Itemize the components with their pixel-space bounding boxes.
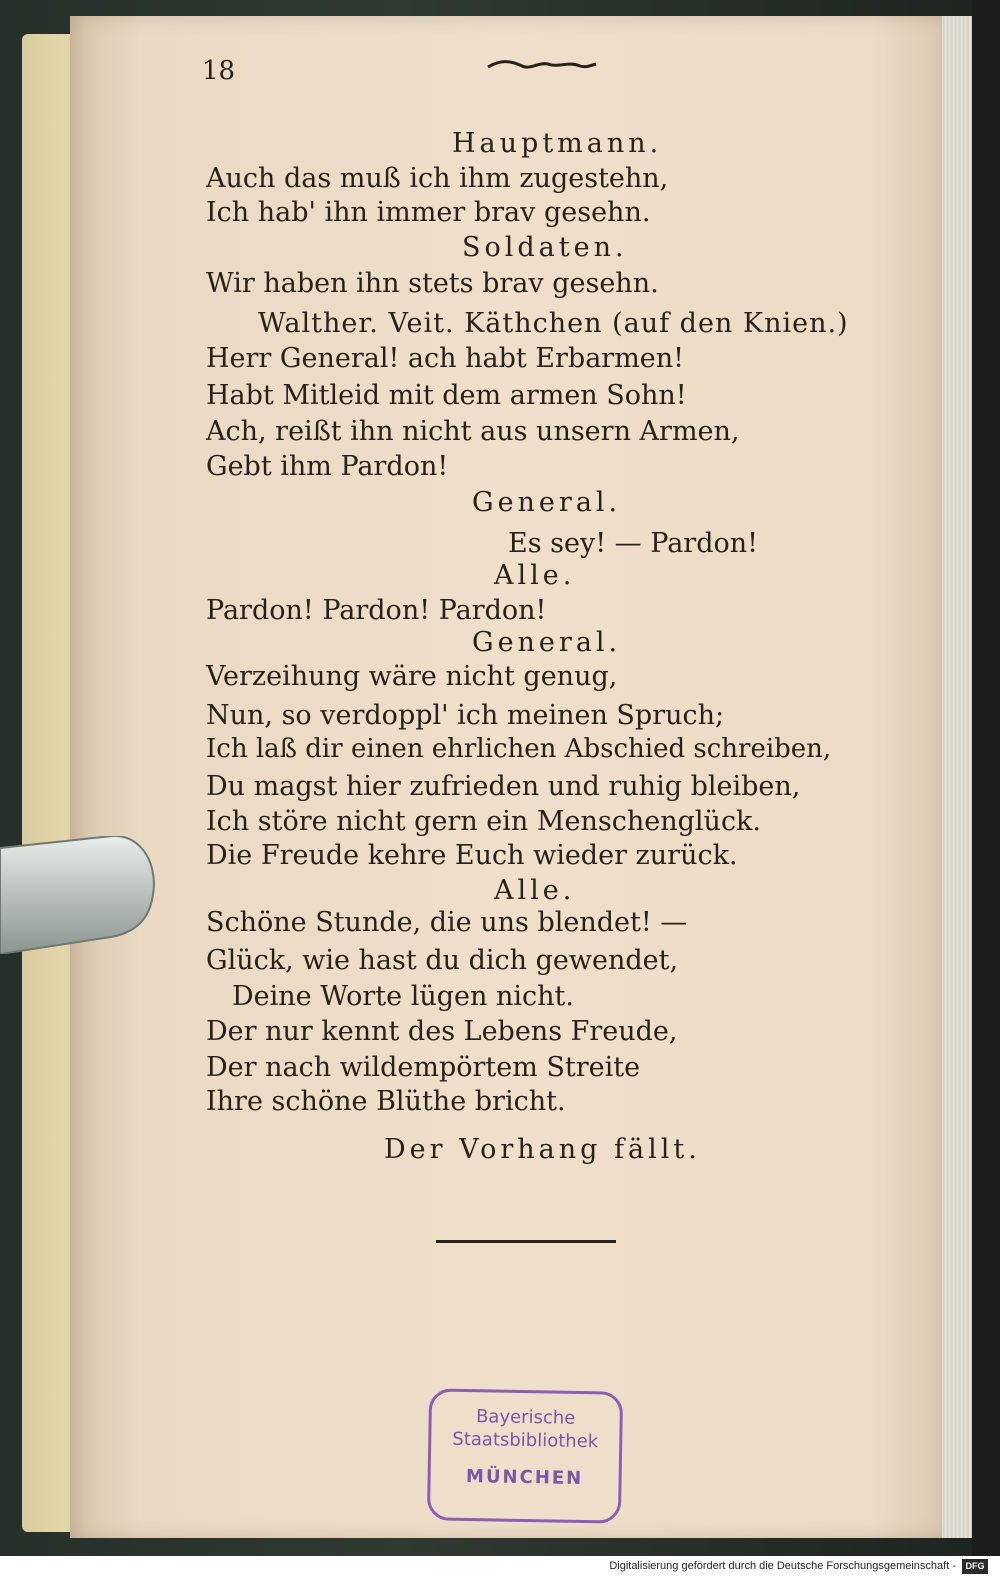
stamp-line: MÜNCHEN bbox=[465, 1465, 584, 1490]
verse-line: Gebt ihm Pardon! bbox=[206, 451, 449, 482]
verse-line: Ich störe nicht gern ein Menschenglück. bbox=[206, 806, 762, 837]
speaker-line: General. bbox=[472, 487, 622, 518]
end-rule bbox=[436, 1240, 616, 1243]
verse-line: Ihre schöne Blüthe bricht. bbox=[206, 1086, 566, 1117]
verse-line: Verzeihung wäre nicht genug, bbox=[206, 661, 618, 692]
speaker-line: Alle. bbox=[494, 875, 576, 906]
speaker-line: Alle. bbox=[494, 560, 576, 591]
speaker-line: Walther. Veit. Käthchen (auf den Knien.) bbox=[258, 308, 849, 339]
speaker-line: General. bbox=[472, 627, 622, 658]
verse-line: Glück, wie hast du dich gewendet, bbox=[206, 945, 679, 976]
scanner-border bbox=[972, 0, 1000, 1580]
library-stamp bbox=[427, 1388, 623, 1523]
verse-line: Nun, so verdoppl' ich meinen Spruch; bbox=[206, 700, 725, 731]
page-holder-clip bbox=[0, 836, 156, 954]
verse-line: Der nach wildempörtem Streite bbox=[206, 1052, 641, 1083]
verse-line: Der nur kennt des Lebens Freude, bbox=[206, 1016, 678, 1047]
stage-direction: Der Vorhang fällt. bbox=[384, 1134, 701, 1165]
page-number: 18 bbox=[202, 56, 236, 86]
speaker-line: Soldaten. bbox=[462, 232, 628, 263]
verse-line: Auch das muß ich ihm zugestehn, bbox=[206, 163, 669, 194]
page-stack-edge bbox=[942, 16, 972, 1538]
verse-line: Es sey! — Pardon! bbox=[508, 528, 758, 559]
speaker-line: Hauptmann. bbox=[452, 128, 663, 159]
verse-line: Die Freude kehre Euch wieder zurück. bbox=[206, 840, 738, 871]
verse-line: Habt Mitleid mit dem armen Sohn! bbox=[206, 380, 687, 411]
dfg-logo: DFG bbox=[962, 1559, 988, 1574]
stamp-line: Bayerische bbox=[475, 1406, 576, 1429]
verse-line: Wir haben ihn stets brav gesehn. bbox=[206, 268, 659, 299]
verse-line: Ich hab' ihn immer brav gesehn. bbox=[206, 197, 651, 228]
verse-line: Du magst hier zufrieden und ruhig bleiben, bbox=[206, 771, 801, 802]
header-ornament bbox=[486, 58, 598, 74]
stamp-line: Staatsbibliothek bbox=[452, 1428, 599, 1453]
verse-line: Ach, reißt ihn nicht aus unsern Armen, bbox=[206, 416, 740, 447]
verse-line: Pardon! Pardon! Pardon! bbox=[206, 595, 547, 626]
verse-line: Herr General! ach habt Erbarmen! bbox=[206, 343, 685, 374]
verse-line: Ich laß dir einen ehrlichen Abschied schreiben, bbox=[206, 734, 832, 764]
footer-credit: Digitalisierung gefördert durch die Deutsche Forschungsgemeinschaft - bbox=[609, 1560, 956, 1572]
verse-line: Schöne Stunde, die uns blendet! — bbox=[206, 907, 688, 938]
verse-line: Deine Worte lügen nicht. bbox=[232, 981, 574, 1012]
